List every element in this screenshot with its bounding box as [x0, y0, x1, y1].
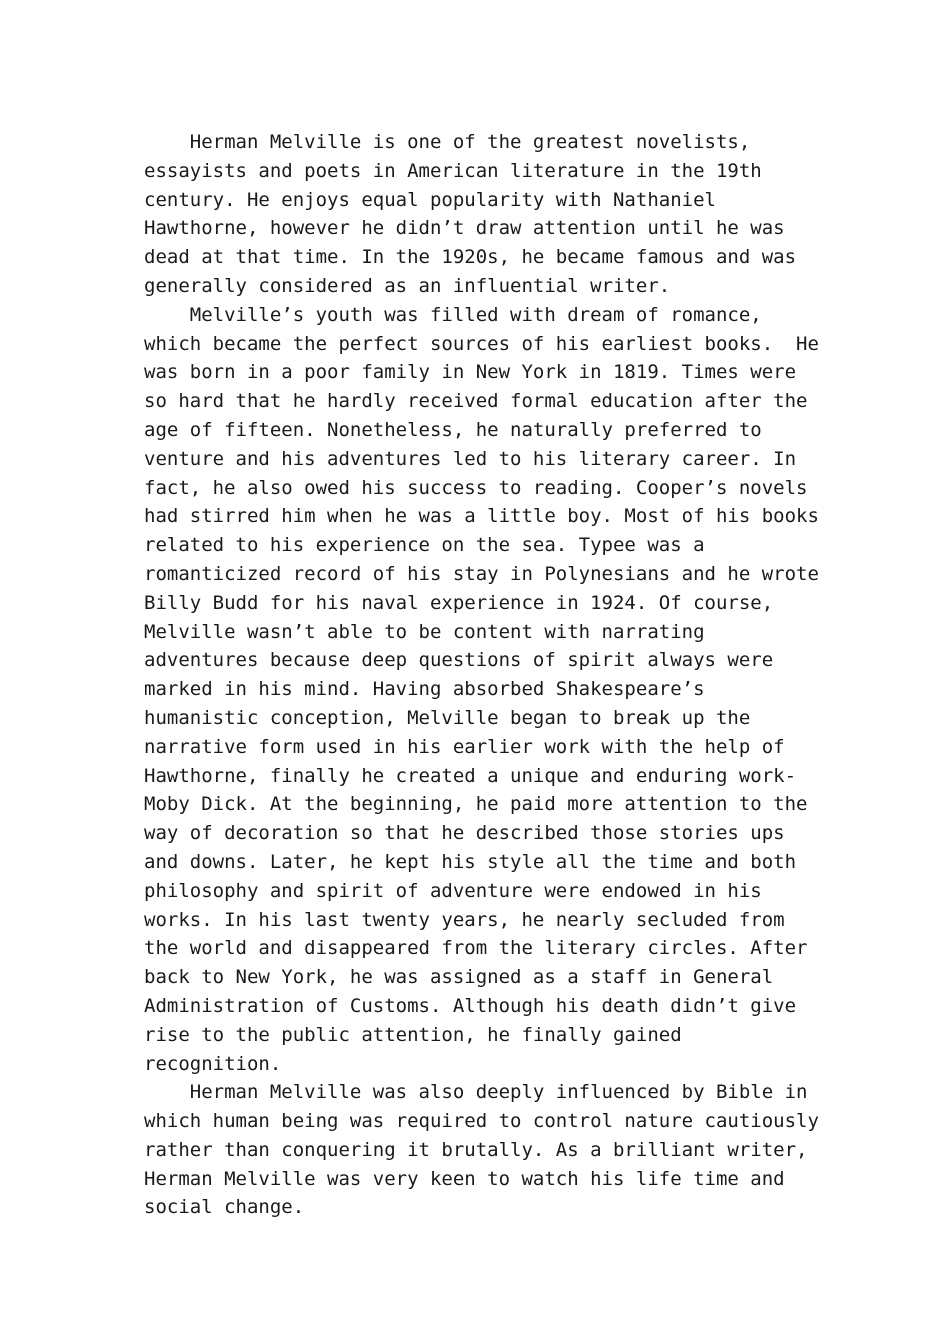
text-line: philosophy and spirit of adventure were endowed in his [144, 879, 762, 902]
text-line: Moby Dick. At the beginning, he paid more attention to the [144, 793, 808, 816]
text-line: age of fifteen. Nonetheless, he naturally preferred to [144, 418, 762, 441]
text-line: narrative form used in his earlier work with the help of [144, 735, 785, 758]
text-line: essayists and poets in American literature in the 19th [144, 159, 762, 182]
text-line: works. In his last twenty years, he nearly secluded from [144, 908, 785, 931]
text-line: social change. [144, 1196, 305, 1219]
text-line: Herman Melville was also deeply influenced by Bible in [144, 1081, 808, 1104]
text-line: Hawthorne, however he didn’t draw attention until he was [144, 217, 785, 240]
text-line: which became the perfect sources of his earliest books. He [144, 332, 819, 355]
text-line: the world and disappeared from the literary circles. After [144, 937, 808, 960]
text-line: Herman Melville is one of the greatest novelists, [144, 131, 751, 153]
text-line: Hawthorne, finally he created a unique and enduring work- [144, 764, 797, 787]
paragraph-1 [144, 128, 816, 301]
text-line: Billy Budd for his naval experience in 1924. Of course, [144, 591, 774, 614]
text-line: which human being was required to control nature cautiously [144, 1110, 819, 1133]
text-line: century. He enjoys equal popularity with Nathaniel [144, 188, 716, 211]
text-line: was born in a poor family in New York in 1819. Times were [144, 361, 797, 384]
text-line: Herman Melville was very keen to watch his life time and [144, 1167, 785, 1190]
text-line: adventures because deep questions of spirit always were [144, 649, 774, 672]
text-line: way of decoration so that he described those stories ups [144, 822, 785, 845]
text-line: Administration of Customs. Although his death didn’t give [144, 994, 797, 1017]
text-line: Melville’s youth was filled with dream of romance, [144, 303, 762, 326]
text-line: back to New York, he was assigned as a staff in General [144, 966, 774, 989]
text-line: related to his experience on the sea. Typee was a [144, 534, 705, 557]
text-line: had stirred him when he was a little boy. Most of his books [144, 505, 819, 528]
paragraph-2 [144, 301, 819, 1079]
text-line: and downs. Later, he kept his style all the time and both [144, 850, 797, 873]
text-line: dead at that time. In the 1920s, he became famous and was [144, 246, 797, 269]
text-line: marked in his mind. Having absorbed Shakespeare’s [144, 678, 705, 701]
text-line: generally considered as an influential writer. [144, 274, 671, 297]
paragraph-3 [144, 1078, 819, 1222]
body-text [144, 128, 819, 1222]
text-line: recognition. [144, 1052, 282, 1075]
text-line: Melville wasn’t able to be content with narrating [144, 620, 705, 643]
text-line: venture and his adventures led to his literary career. In [144, 447, 797, 470]
text-line: rise to the public attention, he finally gained [144, 1023, 682, 1046]
text-line: humanistic conception, Melville began to break up the [144, 706, 751, 729]
text-line: fact, he also owed his success to reading. Cooper’s novels [144, 476, 808, 499]
text-line: so hard that he hardly received formal education after the [144, 390, 808, 413]
text-line: romanticized record of his stay in Polynesians and he wrote [144, 562, 819, 585]
text-line: rather than conquering it brutally. As a brilliant writer, [144, 1138, 808, 1161]
